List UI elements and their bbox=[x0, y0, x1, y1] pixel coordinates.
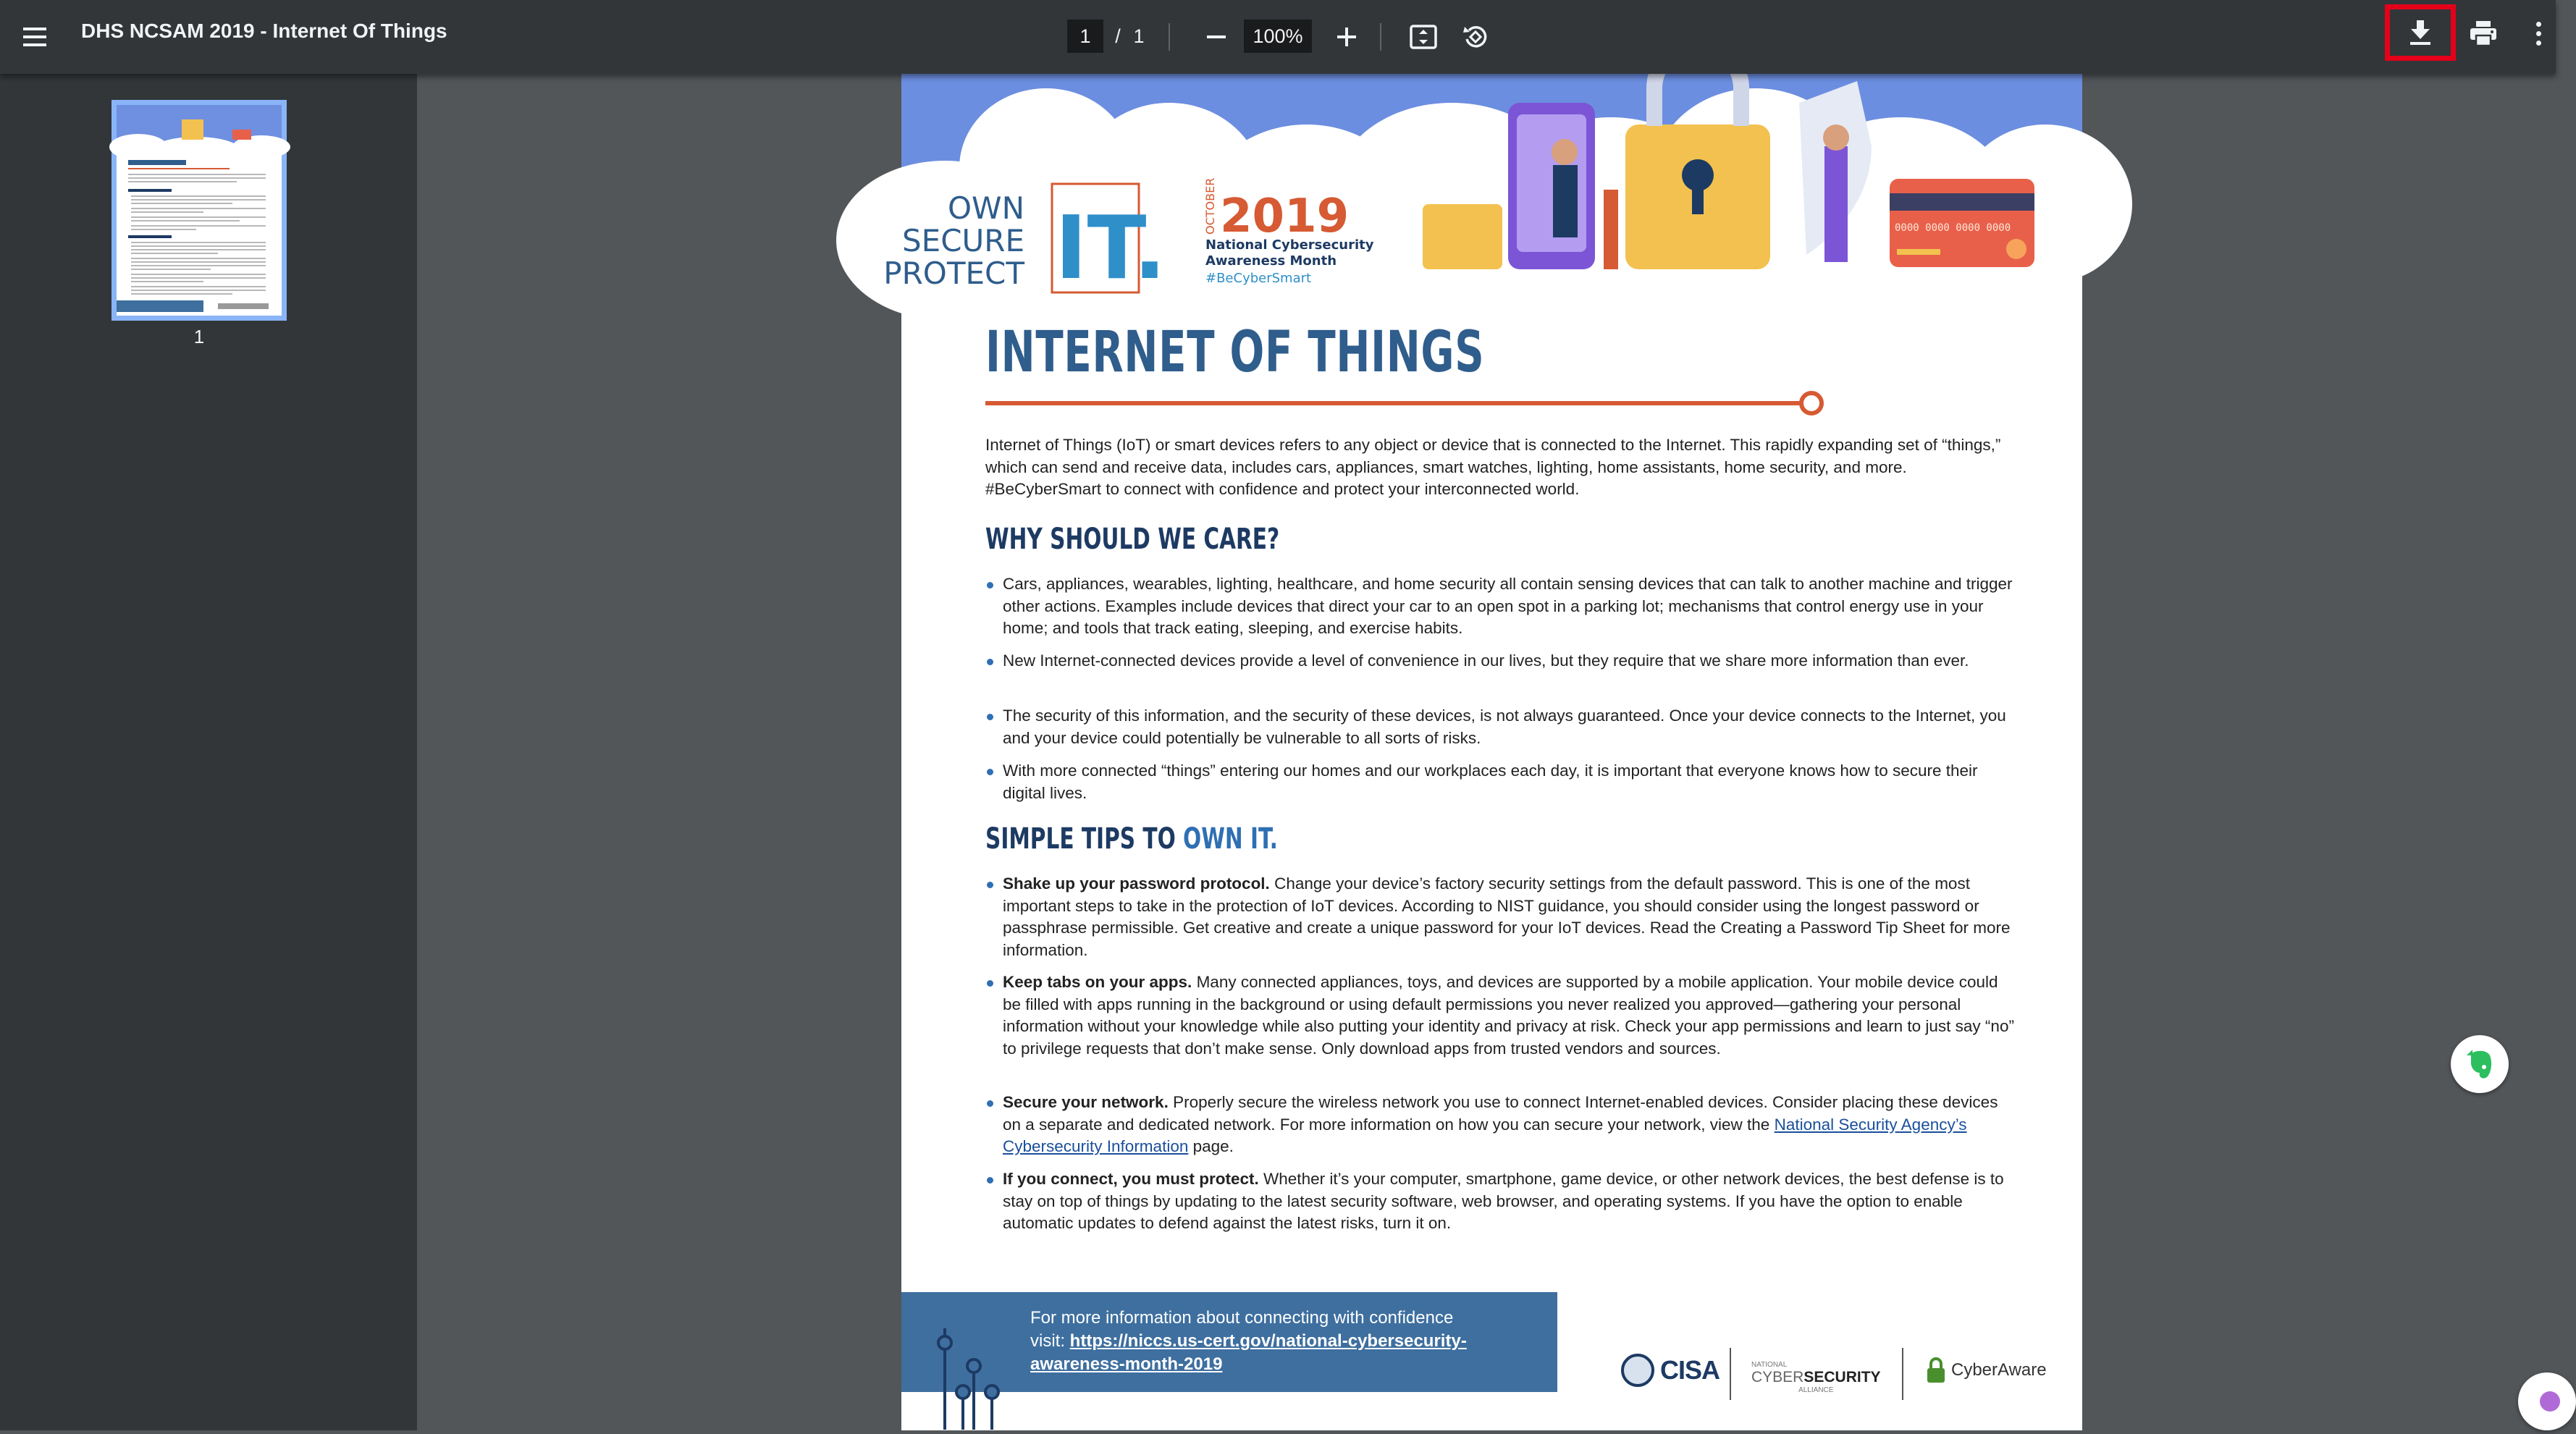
rotate-button[interactable] bbox=[1454, 15, 1497, 59]
zoom-level-input[interactable]: 100% bbox=[1244, 20, 1312, 53]
zoom-out-icon bbox=[1207, 35, 1226, 38]
fit-page-icon bbox=[1409, 22, 1438, 51]
ncsa-logo: NATIONAL CYBERSECURITY ALLIANCE bbox=[1751, 1361, 1881, 1394]
banner-event-2: Awareness Month bbox=[1205, 253, 1337, 269]
tip-item: Secure your network. Properly secure the wireless network you use to connect Internet-enabled devices. Consider placing these devices on a separate and dedicated network. For more information on how you can secure your network, view the National Security Agency’s Cybersecurity Information page. bbox=[985, 1092, 2018, 1158]
tagline-secure: SECURE bbox=[902, 223, 1024, 258]
list-item: Cars, appliances, wearables, lighting, healthcare, and home security all contain sensing devices that can talk to another machine and trigger other actions. Examples include devices that direct your car to an open spot in a parking lot; mechanisms that control energy use in your home; and tools that track eating, sleeping, and exercise habits. bbox=[985, 573, 2018, 640]
tip-item: Shake up your password protocol. Change your device’s factory security settings from the default password. This is one of the most important steps to take in the protection of IoT devices. According to NIST guidance, you should consider using the longest password or passphrase permissible. Get creative and create a unique password for your IoT devices. Read the Creating a Password Tip Sheet for more information. bbox=[985, 873, 2018, 961]
page-thumbnail[interactable] bbox=[111, 100, 287, 321]
banner-event-1: National Cybersecurity bbox=[1205, 237, 1374, 253]
banner-month: OCTOBER bbox=[1203, 177, 1217, 235]
it-mark: IT. bbox=[1055, 198, 1166, 299]
list-item: The security of this information, and the security of these devices, is not always guaranteed. Once your device connects to the Internet, you and your device could potentially be vulnerable to all sorts of risks. bbox=[985, 705, 2018, 749]
document-heading: INTERNET OF THINGS bbox=[985, 320, 1485, 385]
evernote-icon bbox=[2465, 1048, 2494, 1080]
intro-paragraph: Internet of Things (IoT) or smart devices refers to any object or device that is connected to the Internet. This rapidly expanding set of “things,” which can send and receive data, includes cars, appliances, smart watches, lighting, home assistants, home security, and more. #BeCyberSmart to connect with confidence and protect your interconnected world. bbox=[985, 436, 2001, 498]
zoom-out-button[interactable] bbox=[1195, 15, 1238, 59]
thumbnail-page-number: 1 bbox=[193, 326, 205, 347]
heading-rule bbox=[985, 401, 1803, 405]
download-button[interactable] bbox=[2385, 4, 2456, 61]
page-number-input[interactable]: 1 bbox=[1067, 20, 1103, 53]
cisa-logo: CISA bbox=[1621, 1354, 1720, 1387]
card-digits: 0000 0000 0000 0000 bbox=[1895, 222, 2011, 234]
cyberaware-logo: CyberAware bbox=[1925, 1357, 2047, 1384]
care-heading: WHY SHOULD WE CARE? bbox=[985, 523, 1280, 556]
fit-to-page-button[interactable] bbox=[1402, 15, 1445, 59]
header-banner bbox=[883, 74, 2082, 327]
print-button[interactable] bbox=[2460, 10, 2506, 56]
lock-icon bbox=[1925, 1357, 1947, 1384]
banner-year: 2019 bbox=[1220, 190, 1350, 243]
list-item: With more connected “things” entering our homes and our workplaces each day, it is important that everyone knows how to secure their digital lives. bbox=[985, 760, 2018, 804]
zoom-in-icon bbox=[1337, 35, 1356, 38]
download-icon bbox=[2408, 19, 2433, 46]
footer-url-link[interactable]: https://niccs.us-cert.gov/national-cybersecurity-awareness-month-2019 bbox=[1030, 1331, 1467, 1374]
nsa-link[interactable]: National Security Agency’s Cybersecurity Information bbox=[1003, 1115, 1967, 1155]
menu-icon bbox=[23, 35, 46, 38]
extension-icon bbox=[2518, 1372, 2576, 1430]
toolbar-divider bbox=[1169, 23, 1170, 51]
tagline-protect: PROTECT bbox=[883, 256, 1024, 291]
footer-info-box bbox=[901, 1292, 1557, 1392]
more-options-button[interactable] bbox=[2521, 10, 2556, 56]
thumbnail-preview bbox=[117, 105, 282, 316]
rotate-icon bbox=[1461, 22, 1490, 51]
logo-divider bbox=[1902, 1348, 1903, 1400]
circuit-graphic bbox=[930, 1328, 1017, 1430]
menu-button[interactable] bbox=[13, 15, 56, 59]
print-icon bbox=[2470, 20, 2497, 46]
list-item: New Internet-connected devices provide a level of convenience in our lives, but they require that we share more information than ever. bbox=[985, 650, 2018, 672]
thumbnail-sidebar bbox=[0, 74, 417, 1430]
dhs-seal-icon bbox=[1621, 1354, 1654, 1387]
toolbar-divider bbox=[1380, 23, 1381, 51]
logo-divider bbox=[1730, 1348, 1731, 1400]
page-total: 1 bbox=[1133, 25, 1145, 47]
evernote-button[interactable] bbox=[2451, 1035, 2509, 1093]
pdf-toolbar bbox=[0, 0, 2556, 74]
tip-item: If you connect, you must protect. Whether it’s your computer, smartphone, game device, or other network devices, the best defense is to stay on top of things by updating to the latest security software, web browser, and operating systems. If you have the option to enable automatic updates to defend against the latest risks, turn it on. bbox=[985, 1168, 2018, 1235]
heading-rule-knob bbox=[1799, 391, 1824, 416]
page-separator: / bbox=[1115, 25, 1121, 47]
tips-heading: SIMPLE TIPS TO OWN IT. bbox=[985, 822, 1278, 856]
document-title: DHS NCSAM 2019 - Internet Of Things bbox=[81, 20, 447, 42]
zoom-in-button[interactable] bbox=[1325, 15, 1368, 59]
extension-bubble[interactable] bbox=[2518, 1372, 2576, 1430]
pdf-page bbox=[883, 74, 2082, 1430]
footer-info-text: For more information about connecting with confidence visit: https://niccs.us-cert.gov/national-cybersecurity-awareness-month-2019 bbox=[1030, 1308, 1467, 1374]
partner-logos bbox=[1621, 1348, 2070, 1406]
tagline-own: OWN bbox=[947, 190, 1024, 226]
banner-hashtag: #BeCyberSmart bbox=[1205, 271, 1312, 286]
tip-item: Keep tabs on your apps. Many connected appliances, toys, and devices are supported by a mobile application. Your mobile device could be filled with apps running in the background or using default permissions you never realized you approved—gathering your personal information without your knowledge while also putting your identity and privacy at risk. Check your app permissions and learn to just say “no” to privilege requests that don’t make sense. Only download apps from trusted vendors and sources. bbox=[985, 971, 2018, 1060]
more-options-icon bbox=[2536, 22, 2541, 27]
